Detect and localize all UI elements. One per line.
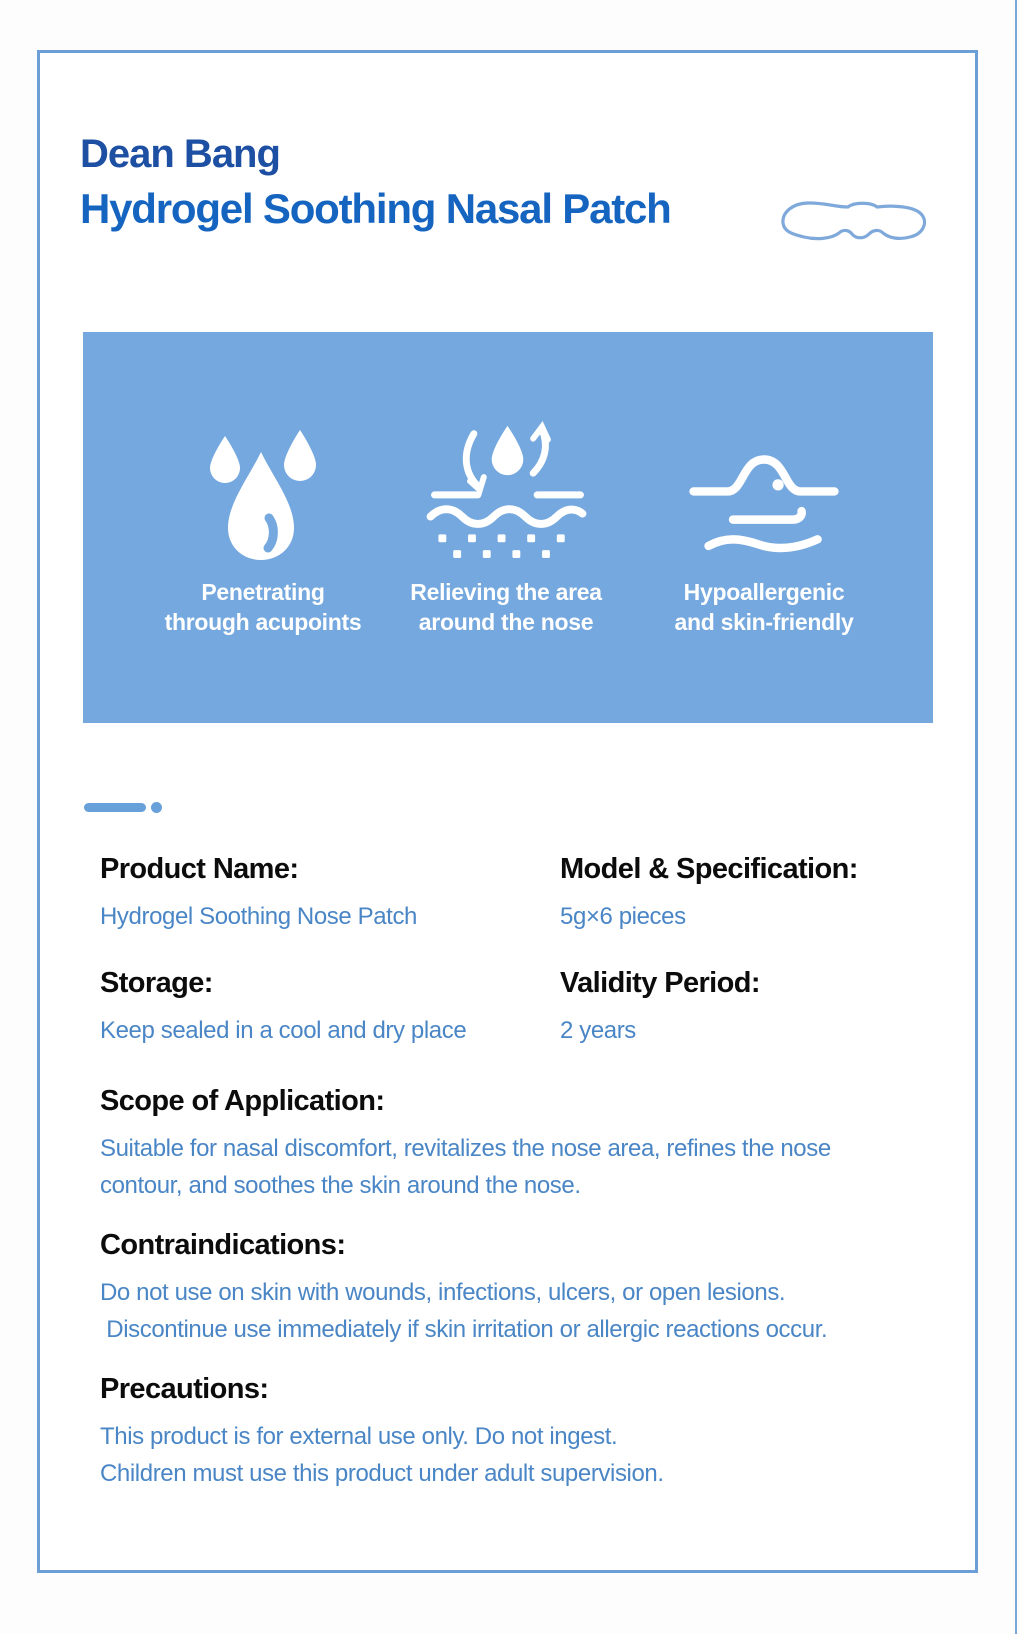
- feature-caption: [675, 577, 854, 637]
- contraindications-text-line: Do not use on skin with wounds, infections, ulcers, or open lesions.: [100, 1279, 786, 1306]
- validity-period-label: Validity Period:: [560, 967, 760, 999]
- divider-dot: [151, 802, 162, 813]
- skin-absorption-icon: [419, 412, 594, 565]
- feature-caption-line: around the nose: [418, 609, 594, 635]
- page-title: Hydrogel Soothing Nasal Patch: [80, 185, 671, 232]
- section-model-specification: [560, 852, 858, 935]
- precautions-text-line: This product is for external use only. Do not ingest.: [100, 1423, 618, 1450]
- feature-caption-line: Hypoallergenic: [683, 579, 845, 605]
- brand-title: Dean Bang: [80, 132, 280, 176]
- section-scope-of-application: [100, 1084, 831, 1204]
- feature-caption: [410, 577, 601, 637]
- product-name-label: Product Name:: [100, 853, 299, 885]
- section-precautions: [100, 1372, 664, 1492]
- section-product-name: [100, 852, 417, 935]
- divider-dash: [84, 803, 146, 812]
- model-specification-label: Model & Specification:: [560, 853, 858, 885]
- scope-label: Scope of Application:: [100, 1085, 385, 1117]
- section-storage: [100, 966, 466, 1049]
- contraindications-text: [100, 1274, 827, 1348]
- model-specification-value: 5g×6 pieces: [560, 903, 686, 930]
- feature-caption-line: through acupoints: [164, 609, 362, 635]
- scope-text-line: Suitable for nasal discomfort, revitalizes the nose area, refines the nose: [100, 1135, 831, 1162]
- feature-relieving: [356, 332, 656, 723]
- precautions-text: [100, 1418, 664, 1492]
- contraindications-text-line: Discontinue use immediately if skin irritation or allergic reactions occur.: [100, 1316, 828, 1343]
- page-edge-line: [1015, 0, 1017, 1634]
- nose-profile-icon: [684, 452, 844, 565]
- contraindications-label: Contraindications:: [100, 1229, 346, 1261]
- validity-period-value: 2 years: [560, 1017, 636, 1044]
- product-name-value: Hydrogel Soothing Nose Patch: [100, 903, 417, 930]
- feature-caption-line: Relieving the area: [410, 579, 602, 605]
- storage-value: Keep sealed in a cool and dry place: [100, 1017, 467, 1044]
- precautions-label: Precautions:: [100, 1373, 269, 1405]
- feature-caption-line: and skin-friendly: [674, 609, 854, 635]
- section-contraindications: [100, 1228, 827, 1348]
- feature-hypoallergenic: [614, 332, 914, 723]
- precautions-text-line: Children must use this product under adult supervision.: [100, 1460, 664, 1487]
- feature-banner: [83, 332, 933, 723]
- scope-text-line: contour, and soothes the skin around the nose.: [100, 1172, 581, 1199]
- feature-caption-line: Penetrating: [201, 579, 325, 605]
- section-validity-period: [560, 966, 760, 1049]
- storage-label: Storage:: [100, 967, 213, 999]
- water-drops-icon: [203, 430, 323, 565]
- scope-text: [100, 1130, 831, 1204]
- feature-caption: [165, 577, 362, 637]
- nasal-patch-outline-icon: [772, 194, 936, 255]
